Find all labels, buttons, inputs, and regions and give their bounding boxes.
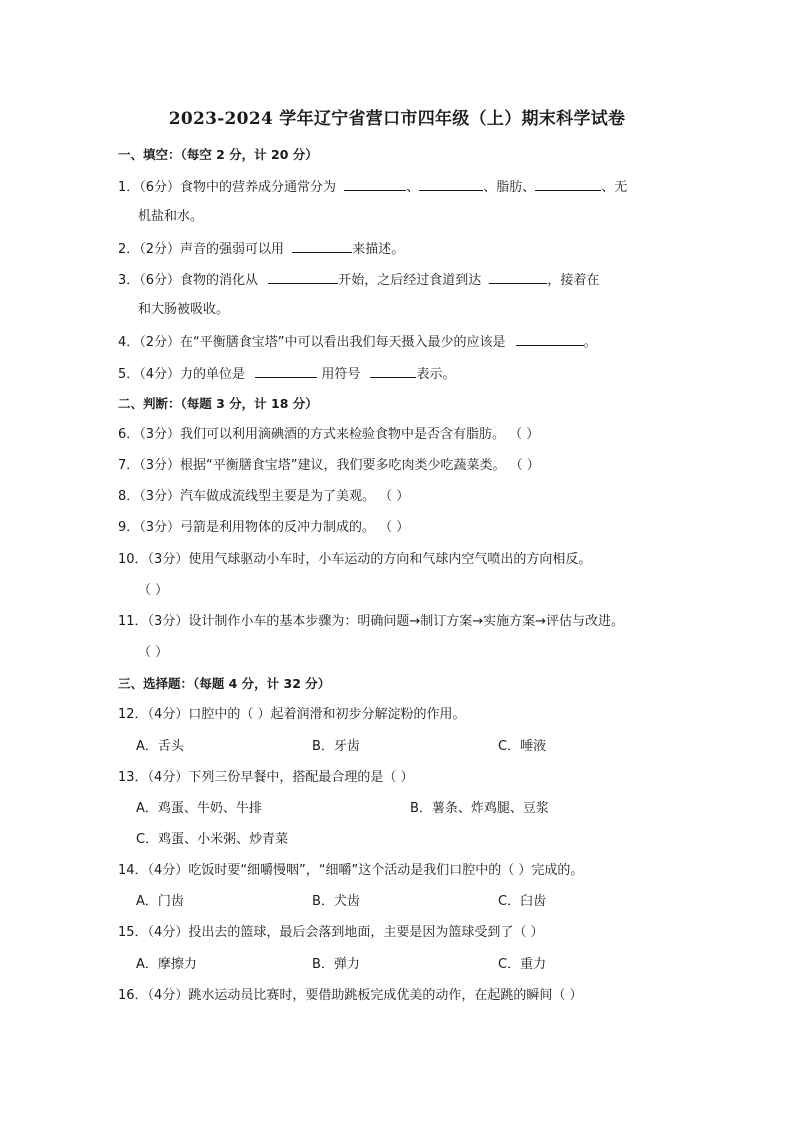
question-6: 6．（3分）我们可以利用滴碘酒的方式来检验食物中是否含有脂肪。 （ ） (118, 427, 540, 442)
option-c[interactable]: C．重力 (498, 957, 547, 972)
option-b[interactable]: B．犬齿 (312, 894, 360, 909)
separator: 、 (406, 180, 420, 195)
question-3-suffix: ，接着在 (547, 273, 600, 288)
option-c[interactable]: C．臼齿 (498, 894, 547, 909)
option-a[interactable]: A．门齿 (136, 894, 184, 909)
answer-blank[interactable] (489, 270, 547, 284)
answer-blank[interactable] (419, 177, 483, 191)
option-a[interactable]: A．舌头 (136, 739, 184, 754)
question-10-answer-bracket: （ ） (138, 583, 169, 598)
question-4-suffix: 。 (583, 335, 597, 350)
question-5 (118, 364, 456, 384)
question-5-mid: 用符号 (321, 367, 361, 382)
question-9: 9．（3分）弓箭是利用物体的反冲力制成的。 （ ） (118, 520, 410, 535)
question-10: 10．（3分）使用气球驱动小车时，小车运动的方向和气球内空气喷出的方向相反。 (118, 552, 592, 567)
option-b[interactable]: B．弹力 (312, 957, 360, 972)
question-13: 13．（4分）下列三份早餐中，搭配最合理的是（ ） (118, 770, 414, 785)
option-c[interactable]: C．鸡蛋、小米粥、炒青菜 (136, 832, 289, 847)
question-4-prefix: 4．（2分）在“平衡膳食宝塔”中可以看出我们每天摄入最少的应该是 (118, 335, 506, 350)
option-b[interactable]: B．牙齿 (312, 739, 360, 754)
question-8: 8．（3分）汽车做成流线型主要是为了美观。 （ ） (118, 489, 410, 504)
question-1 (118, 177, 627, 197)
question-15: 15．（4分）投出去的篮球，最后会落到地面，主要是因为篮球受到了（ ） (118, 925, 544, 940)
question-12: 12．（4分）口腔中的（ ）起着润滑和初步分解淀粉的作用。 (118, 707, 466, 722)
option-a[interactable]: A．鸡蛋、牛奶、牛排 (136, 801, 262, 816)
section-heading-judgment: 二、判断：（每题 3 分，计 18 分） (118, 396, 318, 411)
option-b[interactable]: B．薯条、炸鸡腿、豆浆 (410, 801, 549, 816)
question-1-prefix: 1．（6分）食物中的营养成分通常分为 (118, 180, 337, 195)
option-c[interactable]: C．唾液 (498, 739, 547, 754)
question-3-continuation: 和大肠被吸收。 (138, 302, 230, 317)
question-11-answer-bracket: （ ） (138, 645, 169, 660)
question-4 (118, 332, 597, 352)
answer-blank[interactable] (535, 177, 601, 191)
answer-blank[interactable] (292, 239, 352, 253)
question-2-prefix: 2．（2分）声音的强弱可以用 (118, 242, 285, 257)
page-title: 2023-2024 学年辽宁省营口市四年级（上）期末科学试卷 (168, 109, 626, 129)
question-16: 16．（4分）跳水运动员比赛时，要借助跳板完成优美的动作，在起跳的瞬间（ ） (118, 988, 583, 1003)
question-7: 7．（3分）根据“平衡膳食宝塔”建议，我们要多吃肉类少吃蔬菜类。 （ ） (118, 458, 540, 473)
question-2-suffix: 来描述。 (352, 242, 405, 257)
question-2 (118, 239, 404, 259)
answer-blank[interactable] (268, 270, 338, 284)
question-3 (118, 270, 599, 290)
question-3-mid: 开始，之后经过食道到达 (338, 273, 482, 288)
question-5-suffix: 表示。 (416, 367, 456, 382)
question-3-prefix: 3．（6分）食物的消化从 (118, 273, 259, 288)
question-14: 14．（4分）吃饭时要“细嚼慢咽”，“细嚼”这个活动是我们口腔中的（ ）完成的。 (118, 863, 584, 878)
separator: 、无 (601, 180, 628, 195)
answer-blank[interactable] (370, 364, 416, 378)
section-heading-multiple-choice: 三、选择题：（每题 4 分，计 32 分） (118, 676, 331, 691)
question-1-continuation: 机盐和水。 (138, 209, 204, 224)
question-11: 11．（3分）设计制作小车的基本步骤为：明确问题→制订方案→实施方案→评估与改进。 (118, 614, 624, 629)
option-a[interactable]: A．摩擦力 (136, 957, 197, 972)
section-heading-fill-blank: 一、填空：（每空 2 分，计 20 分） (118, 147, 318, 162)
question-5-prefix: 5．（4分）力的单位是 (118, 367, 246, 382)
answer-blank[interactable] (344, 177, 406, 191)
answer-blank[interactable] (255, 364, 317, 378)
answer-blank[interactable] (516, 332, 584, 346)
separator: 、脂肪、 (483, 180, 536, 195)
